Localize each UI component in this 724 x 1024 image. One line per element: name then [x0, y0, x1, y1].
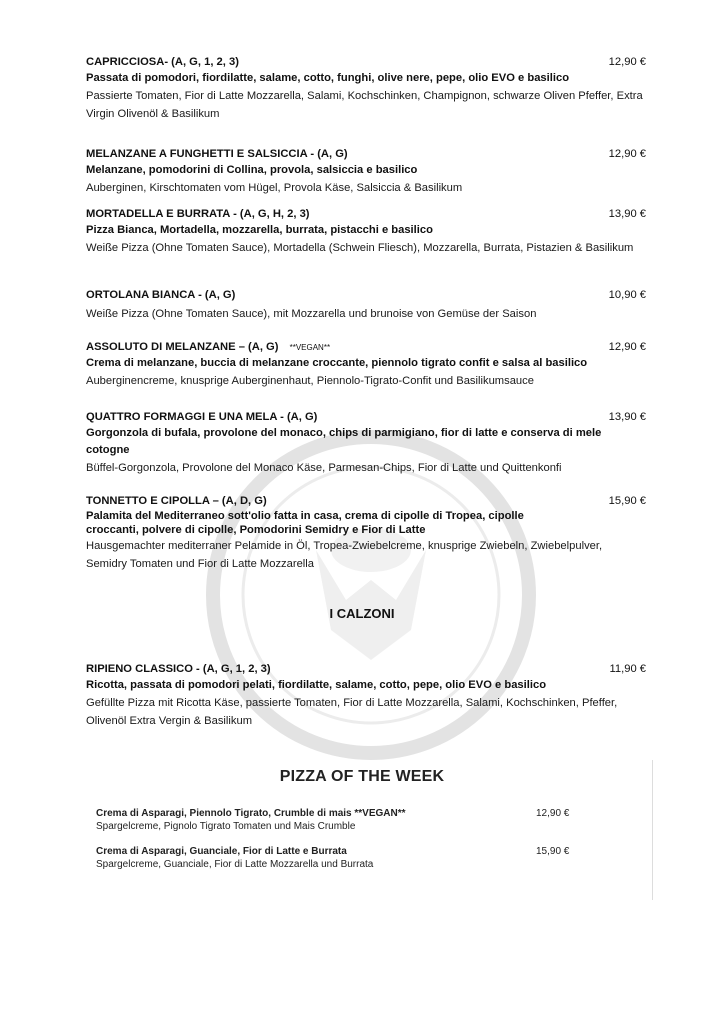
- item-price: 12,90 €: [608, 56, 646, 68]
- week-item-desc: Spargelcreme, Guanciale, Fior di Latte Mozzarella und Burrata: [96, 859, 374, 870]
- vegan-tag: **VEGAN**: [289, 343, 331, 352]
- menu-item: [86, 207, 646, 257]
- item-name: MORTADELLA E BURRATA - (A, G, H, 2, 3): [86, 208, 310, 220]
- week-item-name: Crema di Asparagi, Piennolo Tigrato, Crumble di mais **VEGAN**: [96, 808, 406, 819]
- item-german: Auberginen, Kirschtomaten vom Hügel, Provola Käse, Salsiccia & Basilikum: [86, 182, 463, 194]
- week-item: [96, 845, 596, 871]
- item-german: Gefüllte Pizza mit Ricotta Käse, passierte Tomaten, Fior di Latte Mozzarella, Salami, Kochschinken, Pfeffer, Olivenöl Extra Vergin & Basilikum: [86, 697, 618, 727]
- menu-item: [86, 494, 646, 573]
- item-name: ORTOLANA BIANCA - (A, G): [86, 289, 236, 301]
- week-item-desc: Spargelcreme, Pignolo Tigrato Tomaten und Mais Crumble: [96, 821, 356, 832]
- item-price: 11,90 €: [609, 663, 646, 675]
- item-german: Weiße Pizza (Ohne Tomaten Sauce), Mortadella (Schwein Fliesch), Mozzarella, Burrata, Pistazien & Basilikum: [86, 242, 634, 254]
- item-name: MELANZANE A FUNGHETTI E SALSICCIA - (A, G): [86, 148, 348, 160]
- item-german: Weiße Pizza (Ohne Tomaten Sauce), mit Mozzarella und brunoise von Gemüse der Saison: [86, 308, 537, 320]
- week-item-price: 12,90 €: [536, 808, 570, 819]
- item-italian: Ricotta, passata di pomodori pelati, fiordilatte, salame, cotto, pepe, olio EVO e basilico: [86, 679, 547, 691]
- item-price: 13,90 €: [608, 208, 646, 220]
- item-german: Hausgemachter mediterraner Pelamide in Öl, Tropea-Zwiebelcreme, knusprige Zwiebeln, Zwiebelpulver, Semidry Tomaten und Fior di Latte Mozzarella: [86, 540, 603, 570]
- week-item: [96, 807, 596, 833]
- item-italian: Melanzane, pomodorini di Collina, provola, salsiccia e basilico: [86, 164, 418, 176]
- item-german: Büffel-Gorgonzola, Provolone del Monaco Käse, Parmesan-Chips, Fior di Latte und Quittenkonfi: [86, 462, 562, 474]
- item-price: 12,90 €: [608, 341, 646, 353]
- menu-item: [86, 662, 646, 730]
- item-german: Auberginencreme, knusprige Auberginenhaut, Piennolo-Tigrato-Confit und Basilikumsauce: [86, 375, 534, 387]
- section-title-week: PIZZA OF THE WEEK: [279, 768, 445, 785]
- menu-item: [86, 410, 646, 477]
- week-item-name: Crema di Asparagi, Guanciale, Fior di Latte e Burrata: [96, 846, 347, 857]
- item-price: 10,90 €: [608, 289, 646, 301]
- menu-item: [86, 55, 646, 123]
- item-name: ASSOLUTO DI MELANZANE – (A, G): [86, 341, 279, 353]
- item-name: QUATTRO FORMAGGI E UNA MELA - (A, G): [86, 411, 318, 423]
- item-name: RIPIENO CLASSICO - (A, G, 1, 2, 3): [86, 663, 271, 675]
- menu-item: [86, 147, 646, 197]
- item-price: 12,90 €: [608, 148, 646, 160]
- item-italian: Palamita del Mediterraneo sott'olio fatta in casa, crema di cipolle di Tropea, cipolle croccanti, polvere di cipolle, Pomodorini Semidry e Fior di Latte: [86, 510, 524, 536]
- item-italian: Gorgonzola di bufala, provolone del monaco, chips di parmigiano, fior di latte e conserva di mele cotogne: [86, 427, 602, 456]
- item-german: Passierte Tomaten, Fior di Latte Mozzarella, Salami, Kochschinken, Champignon, schwarze Oliven Pfeffer, Extra Virgin Olivenöl & Basilikum: [86, 90, 643, 120]
- item-italian: Passata di pomodori, fiordilatte, salame, cotto, funghi, olive nere, pepe, olio EVO e basilico: [86, 72, 570, 84]
- item-italian: Pizza Bianca, Mortadella, mozzarella, burrata, pistacchi e basilico: [86, 224, 433, 236]
- item-price: 13,90 €: [608, 411, 646, 423]
- menu-item: [86, 340, 646, 390]
- week-item-price: 15,90 €: [536, 846, 570, 857]
- section-title-calzoni: I CALZONI: [329, 606, 395, 621]
- item-name: CAPRICCIOSA- (A, G, 1, 2, 3): [86, 56, 239, 68]
- menu-item: [86, 288, 646, 323]
- item-price: 15,90 €: [608, 495, 646, 507]
- item-name: TONNETTO E CIPOLLA – (A, D, G): [86, 495, 267, 507]
- item-italian: Crema di melanzane, buccia di melanzane croccante, piennolo tigrato confit e salsa al basilico: [86, 357, 588, 369]
